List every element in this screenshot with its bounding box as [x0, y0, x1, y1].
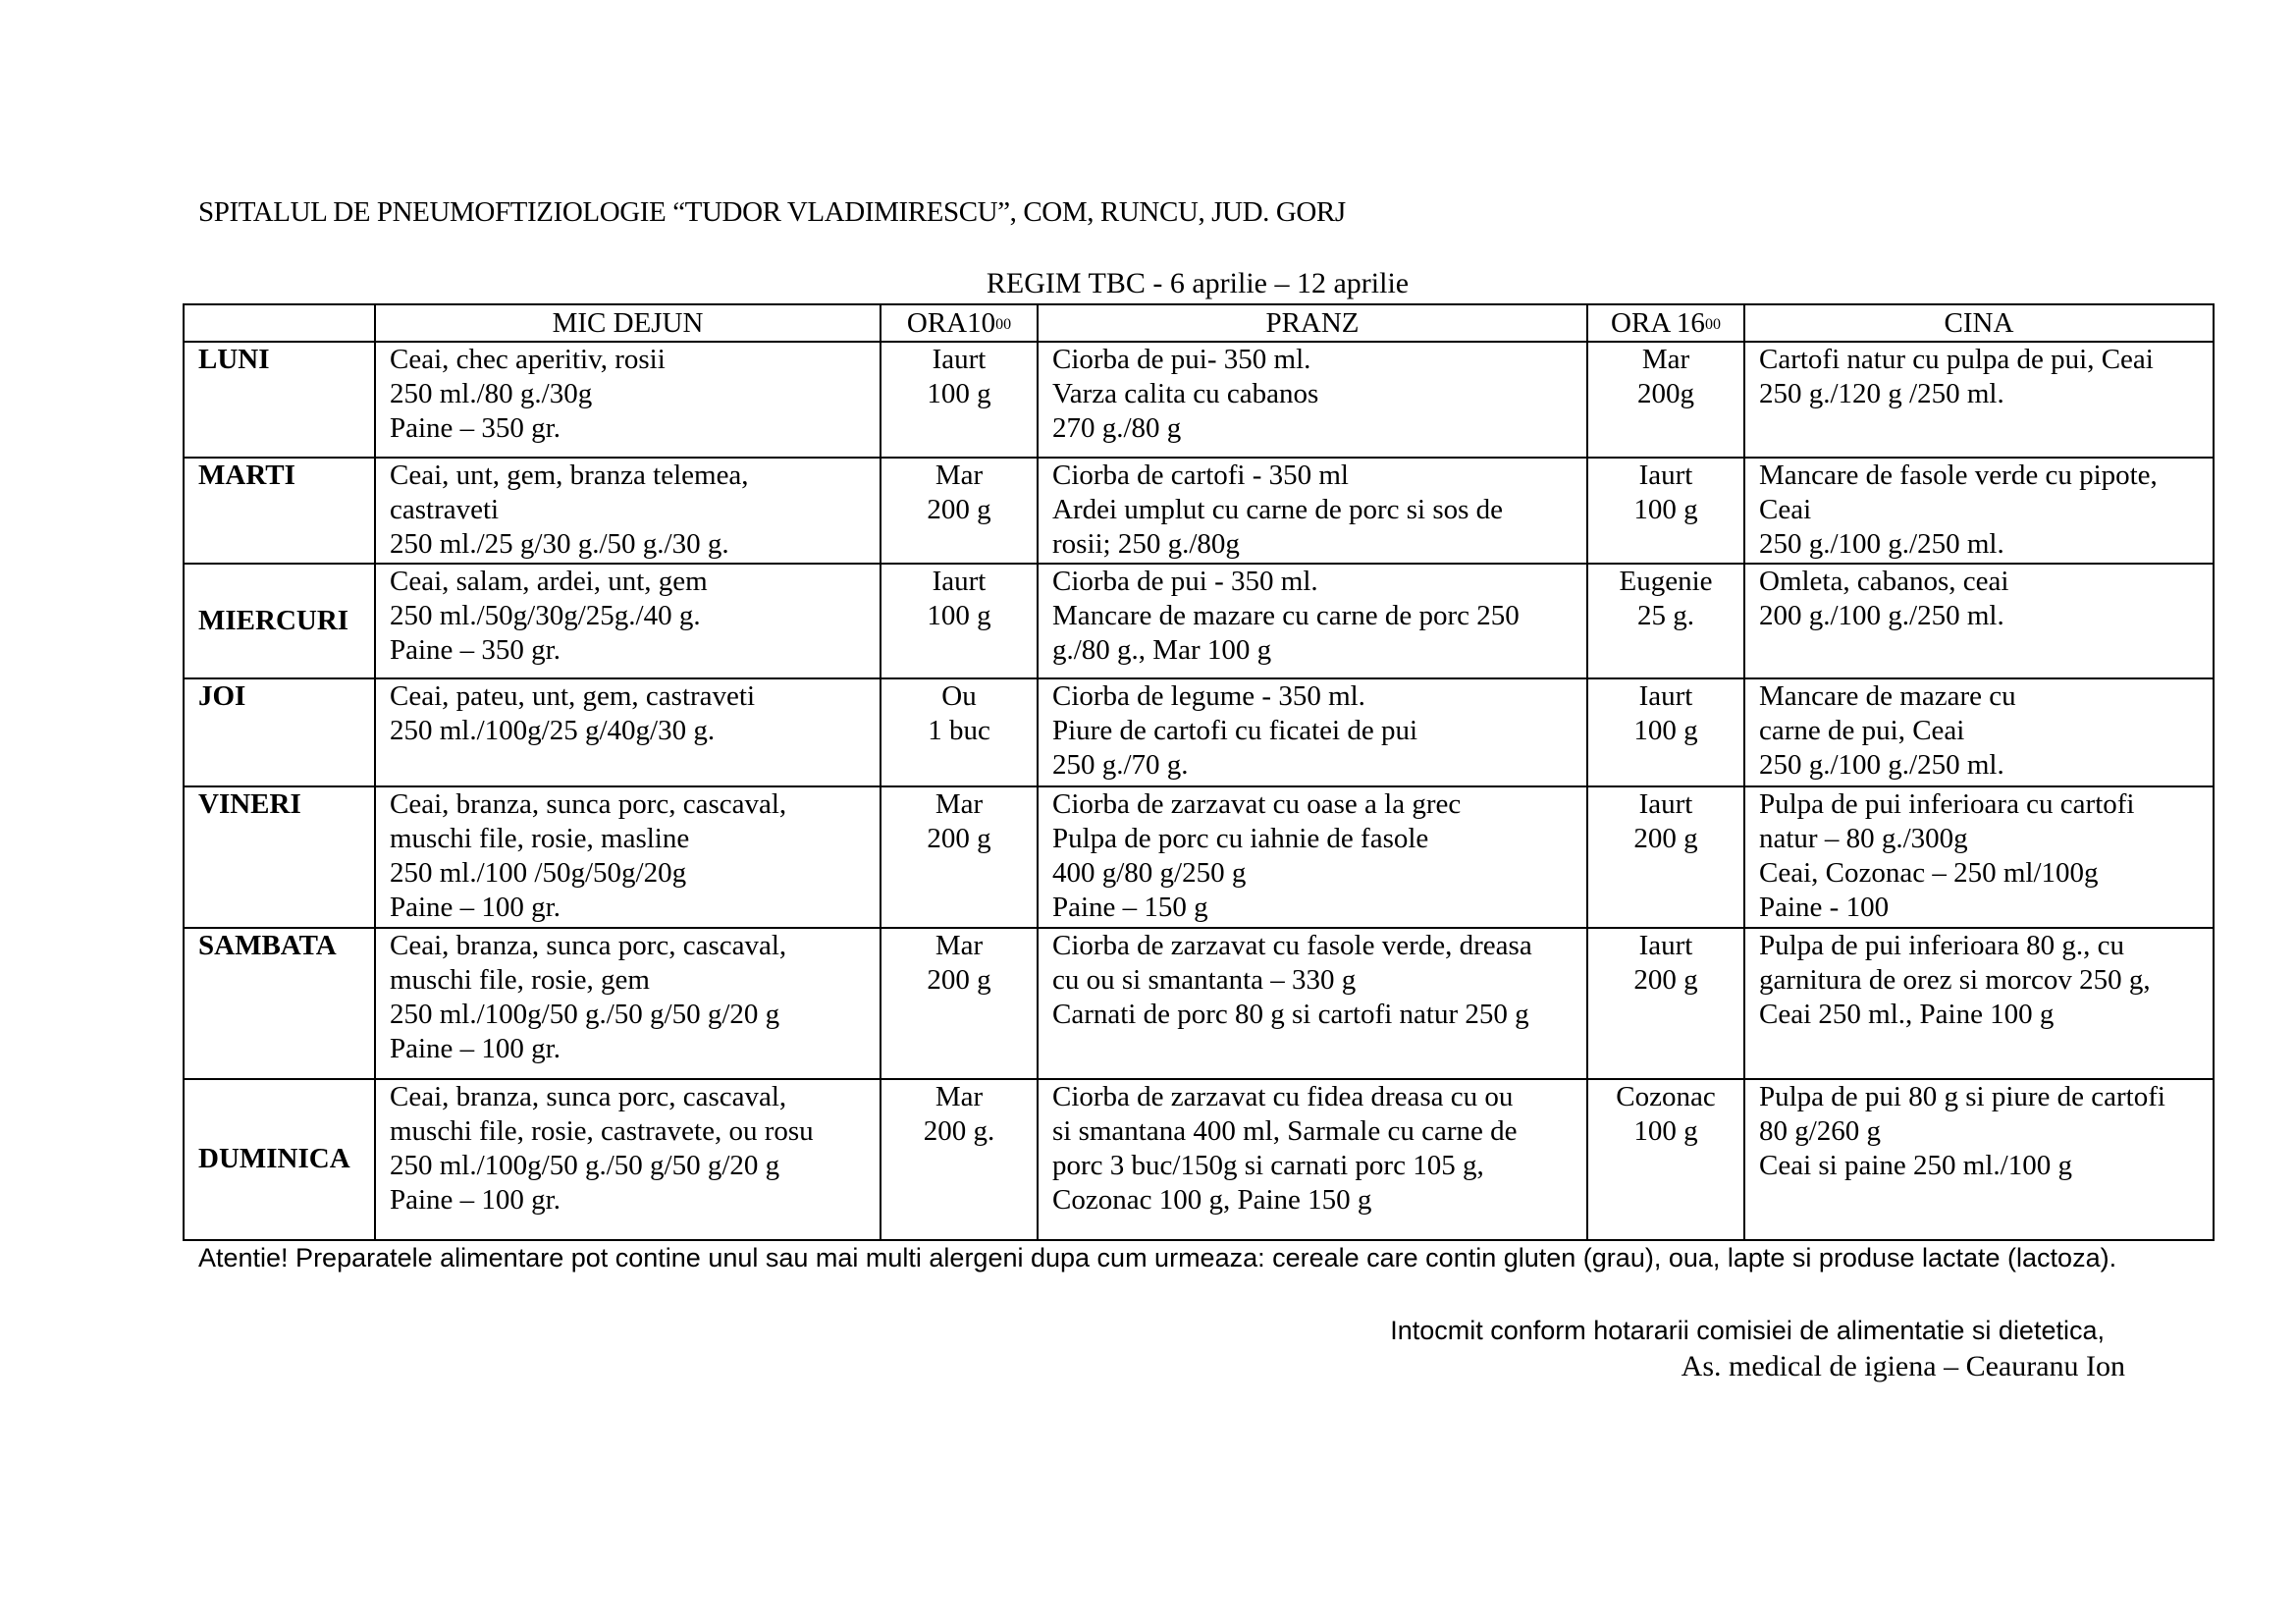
dinner-line: Ceai 250 ml., Paine 100 g	[1759, 998, 2055, 1030]
cell-lunch	[1038, 1079, 1587, 1240]
snack-10-label: ORA10	[906, 307, 996, 339]
cell-snack1	[881, 678, 1038, 787]
cell-snack2	[1587, 564, 1744, 678]
breakfast-line: 250 ml./100g/25 g/40g/30 g.	[390, 714, 716, 746]
breakfast-line: Ceai, chec aperitiv, rosii	[390, 344, 666, 375]
cell-lunch	[1038, 928, 1587, 1079]
breakfast-line: muschi file, rosie, gem	[390, 963, 650, 996]
cell-snack1	[881, 564, 1038, 678]
cell-dinner	[1744, 564, 2214, 678]
breakfast-line: 250 ml./100g/50 g./50 g/50 g/20 g	[390, 1149, 780, 1181]
snack2-line: Iaurt	[1638, 459, 1693, 491]
lunch-line: porc 3 buc/150g si carnati porc 105 g,	[1052, 1149, 1484, 1181]
cell-lunch	[1038, 786, 1587, 927]
dinner-line: Ceai	[1759, 493, 1812, 525]
lunch-line: Ciorba de zarzavat cu oase a la grec	[1052, 788, 1462, 821]
snack2-line: Iaurt	[1638, 788, 1693, 821]
breakfast-line: 250 ml./25 g/30 g./50 g./30 g.	[390, 527, 729, 560]
breakfast-line: Ceai, pateu, unt, gem, castraveti	[390, 679, 756, 712]
cell-lunch	[1038, 342, 1587, 458]
snack2-line: 25 g.	[1637, 599, 1694, 631]
snack1-line: Mar	[934, 459, 984, 491]
snack1-line: 200 g	[927, 963, 991, 996]
cell-breakfast	[375, 564, 881, 678]
breakfast-line: 250 ml./100 /50g/50g/20g	[390, 857, 687, 890]
lunch-line: 250 g./70 g.	[1052, 748, 1189, 781]
dinner-line: 250 g./100 g./250 ml.	[1759, 748, 2004, 781]
snack1-line: 1 buc	[928, 714, 990, 746]
snack2-line: Cozonac	[1616, 1080, 1716, 1112]
cell-snack1	[881, 786, 1038, 927]
day-name: JOI	[184, 678, 375, 787]
snack1-line: Iaurt	[932, 344, 987, 375]
column-header-snack-10	[881, 304, 1038, 342]
dinner-line: 200 g./100 g./250 ml.	[1759, 599, 2004, 631]
column-header-lunch: PRANZ	[1038, 304, 1587, 342]
day-name: MARTI	[184, 458, 375, 564]
snack1-line: Mar	[934, 929, 984, 961]
hospital-title: SPITALUL DE PNEUMOFTIZIOLOGIE “TUDOR VLADIMIRESCU”, COM, RUNCU, JUD. GORJ	[198, 196, 1346, 228]
breakfast-line: Ceai, branza, sunca porc, cascaval,	[390, 1080, 787, 1112]
cell-snack1	[881, 928, 1038, 1079]
snack1-line: Mar	[934, 788, 984, 821]
lunch-line: Ciorba de zarzavat cu fidea dreasa cu ou	[1052, 1080, 1514, 1112]
cell-snack2	[1587, 1079, 1744, 1240]
signer-name: As. medical de igiena – Ceauranu Ion	[1681, 1350, 2125, 1382]
cell-dinner	[1744, 678, 2214, 787]
cell-dinner	[1744, 342, 2214, 458]
dinner-line: Mancare de mazare cu	[1759, 679, 2016, 712]
table-row	[184, 1079, 2214, 1240]
breakfast-line: castraveti	[390, 493, 500, 525]
cell-breakfast	[375, 458, 881, 564]
dinner-line: Pulpa de pui inferioara cu cartofi	[1759, 788, 2135, 821]
snack2-line: 100 g	[1633, 1114, 1698, 1147]
lunch-line: 270 g./80 g	[1052, 412, 1182, 444]
column-header-dinner: CINA	[1744, 304, 2214, 342]
dinner-line: 80 g/260 g	[1759, 1114, 1882, 1147]
dinner-line: carne de pui, Ceai	[1759, 714, 1965, 746]
cell-breakfast	[375, 786, 881, 927]
lunch-line: Ciorba de pui- 350 ml.	[1052, 344, 1311, 375]
column-header-breakfast: MIC DEJUN	[375, 304, 881, 342]
dinner-line: Paine - 100	[1759, 892, 1890, 924]
lunch-line: cu ou si smantanta – 330 g	[1052, 963, 1357, 996]
cell-snack1	[881, 458, 1038, 564]
snack1-line: 200 g	[927, 493, 991, 525]
lunch-line: Pulpa de porc cu iahnie de fasole	[1052, 823, 1429, 855]
breakfast-line: Paine – 350 gr.	[390, 412, 561, 444]
cell-lunch	[1038, 564, 1587, 678]
cell-snack2	[1587, 342, 1744, 458]
snack1-line: 200 g.	[923, 1114, 995, 1147]
prepared-by-note: Intocmit conform hotararii comisiei de alimentatie si dietetica,	[1390, 1316, 2105, 1345]
breakfast-line: muschi file, rosie, castravete, ou rosu	[390, 1114, 814, 1147]
breakfast-line: Ceai, unt, gem, branza telemea,	[390, 459, 749, 491]
breakfast-line: Ceai, branza, sunca porc, cascaval,	[390, 929, 787, 961]
day-name: MIERCURI	[184, 564, 375, 678]
dinner-line: Omleta, cabanos, ceai	[1759, 565, 2009, 597]
cell-lunch	[1038, 678, 1587, 787]
snack-16-minutes: 00	[1704, 316, 1721, 333]
cell-snack1	[881, 1079, 1038, 1240]
breakfast-line: 250 ml./100g/50 g./50 g/50 g/20 g	[390, 998, 780, 1030]
snack2-line: 200 g	[1633, 823, 1698, 855]
day-name: VINERI	[184, 786, 375, 927]
cell-breakfast	[375, 678, 881, 787]
table-row	[184, 458, 2214, 564]
cell-breakfast	[375, 342, 881, 458]
snack2-line: 100 g	[1633, 493, 1698, 525]
column-header-snack-16	[1587, 304, 1744, 342]
lunch-line: Ciorba de cartofi - 350 ml	[1052, 459, 1349, 491]
table-row	[184, 786, 2214, 927]
lunch-line: Piure de cartofi cu ficatei de pui	[1052, 714, 1418, 746]
cell-breakfast	[375, 928, 881, 1079]
snack1-line: 200 g	[927, 823, 991, 855]
lunch-line: si smantana 400 ml, Sarmale cu carne de	[1052, 1114, 1518, 1147]
cell-snack2	[1587, 458, 1744, 564]
dinner-line: Cartofi natur cu pulpa de pui, Ceai	[1759, 344, 2154, 375]
breakfast-line: Paine – 100 gr.	[390, 892, 561, 924]
lunch-line: Ciorba de zarzavat cu fasole verde, dreasa	[1052, 929, 1532, 961]
breakfast-line: muschi file, rosie, masline	[390, 823, 690, 855]
cell-dinner	[1744, 928, 2214, 1079]
column-header-day	[184, 304, 375, 342]
lunch-line: Ciorba de pui - 350 ml.	[1052, 565, 1318, 597]
dinner-line: Pulpa de pui 80 g si piure de cartofi	[1759, 1080, 2165, 1112]
snack2-line: Mar	[1641, 344, 1690, 375]
snack1-line: Mar	[934, 1080, 984, 1112]
table-row	[184, 928, 2214, 1079]
day-name: SAMBATA	[184, 928, 375, 1079]
snack2-line: 200 g	[1633, 963, 1698, 996]
cell-snack2	[1587, 928, 1744, 1079]
dinner-line: garnitura de orez si morcov 250 g,	[1759, 963, 2151, 996]
snack-10-minutes: 00	[995, 316, 1012, 333]
lunch-line: Paine – 150 g	[1052, 892, 1208, 924]
lunch-line: g./80 g., Mar 100 g	[1052, 633, 1272, 666]
dinner-line: Ceai si paine 250 ml./100 g	[1759, 1149, 2072, 1181]
table-row	[184, 564, 2214, 678]
cell-dinner	[1744, 786, 2214, 927]
snack2-line: Iaurt	[1638, 679, 1693, 712]
dinner-line: 250 g./100 g./250 ml.	[1759, 527, 2004, 560]
snack1-line: 100 g	[927, 378, 991, 409]
breakfast-line: Paine – 350 gr.	[390, 633, 561, 666]
table-row	[184, 342, 2214, 458]
weekly-menu-table	[183, 303, 2215, 1241]
cell-dinner	[1744, 1079, 2214, 1240]
breakfast-line: Ceai, salam, ardei, unt, gem	[390, 565, 708, 597]
cell-snack2	[1587, 678, 1744, 787]
snack2-line: Iaurt	[1638, 929, 1693, 961]
snack1-line: Ou	[941, 679, 977, 712]
dinner-line: Mancare de fasole verde cu pipote,	[1759, 459, 2158, 491]
lunch-line: 400 g/80 g/250 g	[1052, 857, 1247, 890]
breakfast-line: Paine – 100 gr.	[390, 1183, 561, 1216]
breakfast-line: 250 ml./80 g./30g	[390, 378, 593, 409]
lunch-line: Ciorba de legume - 350 ml.	[1052, 679, 1365, 712]
dinner-line: Ceai, Cozonac – 250 ml/100g	[1759, 857, 2099, 890]
snack1-line: Iaurt	[932, 565, 987, 597]
lunch-line: Mancare de mazare cu carne de porc 250	[1052, 599, 1520, 631]
lunch-line: Cozonac 100 g, Paine 150 g	[1052, 1183, 1372, 1216]
regime-title: REGIM TBC - 6 aprilie – 12 aprilie	[986, 267, 1410, 299]
snack-16-label: ORA 16	[1611, 307, 1705, 339]
snack2-line: Eugenie	[1619, 565, 1713, 597]
cell-lunch	[1038, 458, 1587, 564]
cell-breakfast	[375, 1079, 881, 1240]
snack1-line: 100 g	[927, 599, 991, 631]
day-name: LUNI	[184, 342, 375, 458]
cell-snack2	[1587, 786, 1744, 927]
lunch-line: Ardei umplut cu carne de porc si sos de	[1052, 493, 1504, 525]
dinner-line: natur – 80 g./300g	[1759, 823, 1968, 855]
lunch-line: Carnati de porc 80 g si cartofi natur 250 g	[1052, 998, 1529, 1030]
snack2-line: 200g	[1637, 378, 1694, 409]
day-name: DUMINICA	[184, 1079, 375, 1240]
breakfast-line: Ceai, branza, sunca porc, cascaval,	[390, 788, 787, 821]
lunch-line: rosii; 250 g./80g	[1052, 527, 1240, 560]
table-row	[184, 678, 2214, 787]
dinner-line: Pulpa de pui inferioara 80 g., cu	[1759, 929, 2125, 961]
allergen-warning: Atentie! Preparatele alimentare pot contine unul sau mai multi alergeni dupa cum urmeaza: cereale care contin gluten (grau), oua, lapte si produse lactate (lactoza).	[198, 1243, 2117, 1272]
snack2-line: 100 g	[1633, 714, 1698, 746]
lunch-line: Varza calita cu cabanos	[1052, 378, 1319, 409]
cell-snack1	[881, 342, 1038, 458]
breakfast-line: Paine – 100 gr.	[390, 1032, 561, 1064]
table-header-row	[184, 304, 2214, 342]
breakfast-line: 250 ml./50g/30g/25g./40 g.	[390, 599, 701, 631]
cell-dinner	[1744, 458, 2214, 564]
dinner-line: 250 g./120 g /250 ml.	[1759, 378, 2004, 409]
